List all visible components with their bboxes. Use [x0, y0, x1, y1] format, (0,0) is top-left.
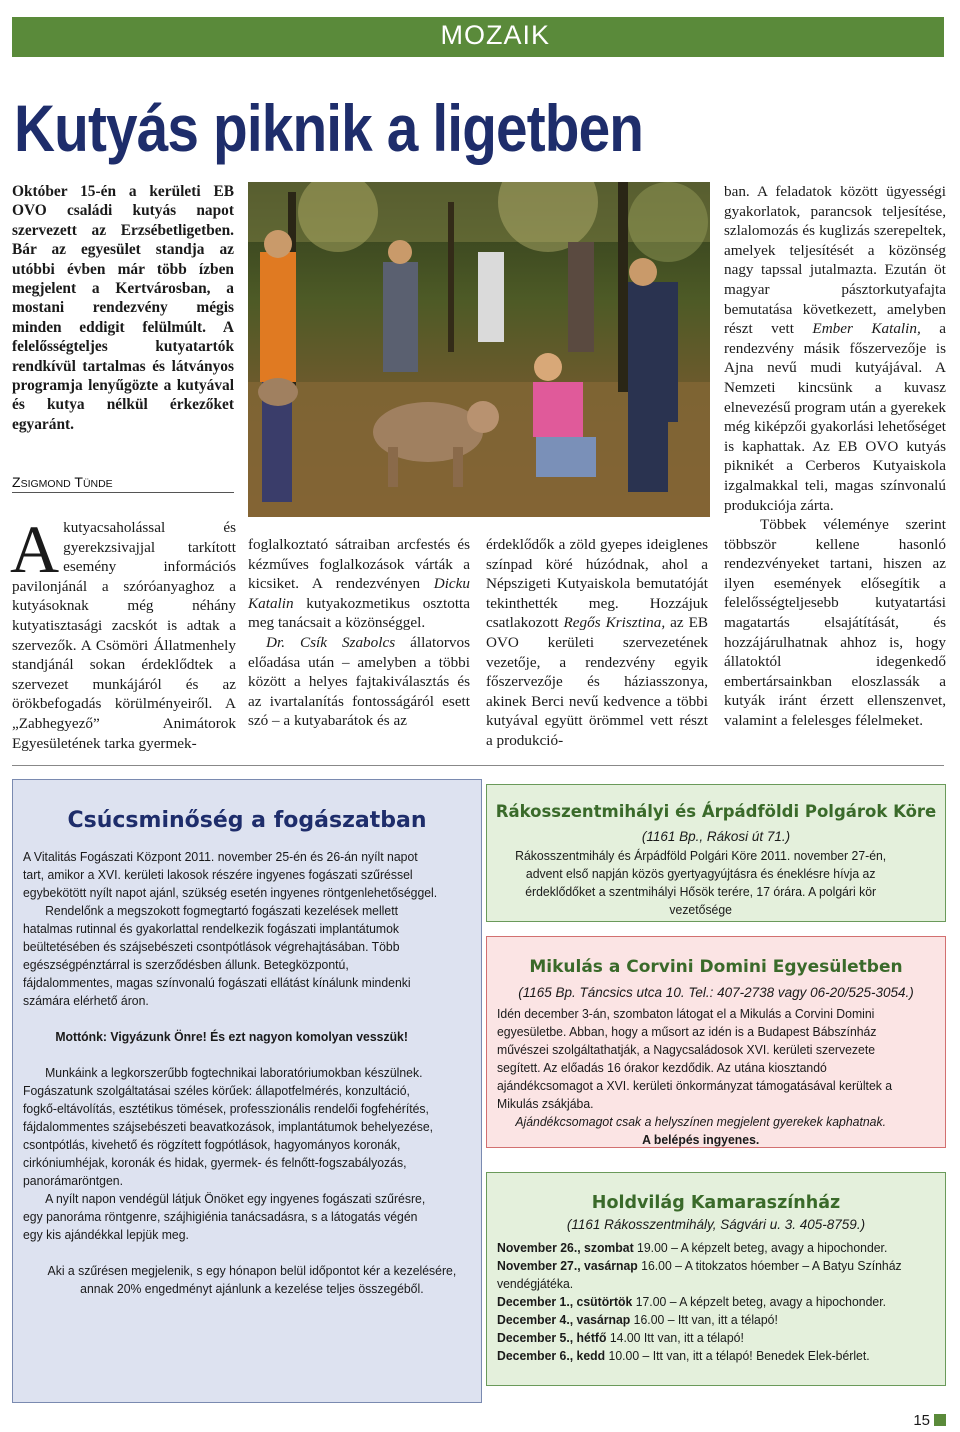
schedule-item: December 4., vasárnap 16.00 – Itt van, itt a télapó!: [497, 1312, 778, 1327]
person-name: Dr. Csík Szabolcs: [266, 633, 396, 651]
polgar-body: [497, 847, 907, 919]
theater-title: Holdvilág Kamaraszínház: [591, 1193, 841, 1213]
mikulas-text: Idén december 3-án, szombaton látogat el a Mikulás a Corvini Domini egyesületbe. Abban, hogy a műsort az idén is a Budapest Bábszínház művészei szolgáltathatják, a Nagycsaládosok XVI. kerületi szervezete segített. Az előadás 16 órakor kezdődik. Az utána kiosztandó ajándékcsomagot a XVI. kerületi önkormányzat támogatásával kerültek a Mikulás zsákjába.: [497, 1006, 893, 1111]
article-column-3: [486, 535, 708, 751]
dental-ad-body: [23, 848, 457, 1298]
person-name: Ember Katalin,: [812, 320, 921, 338]
dental-paragraph: A Vitalitás Fogászati Központ 2011. november 25-én és 26-án nyílt napot tart, amikor a XVI. kerületi lakosok részére ingyenes fogászati szűréssel egybekötött nyílt napot ajánl, szükség esetén ingyenes röntgenlehetőséggel.: [23, 849, 438, 900]
article-text: a rendezvény másik főszervezője is Ajna nevű mudi kutyájával. A Nemzeti kincsünk a kuvasz elnevezésű program után a gyerekek még kiképzői gyakorlási lehetőséget is kaphattak. Az EB OVO kutyás piknikét a Cerberos Kutyaiskola izgalmakkal teli, magas színvonalú produkciója zárta.: [724, 320, 946, 514]
schedule-item: November 27., vasárnap 16.00 – A titokzatos hóember – A Batyu Színház vendégjátéka.: [497, 1258, 902, 1291]
section-divider: [12, 765, 944, 766]
person-name: Dicku Katalin: [248, 575, 470, 612]
article-text: kutyacsaholással és gyerekzsivajjal tarkított esemény információs pavilonjánál a szóróanyaghoz a kutyásoknak még néhány kutyatisztasági zacskót is adtak a szervezők. A Csömöri Állatmenhely standjánál sokan érdeklődtek a szervezet munkájáról és az örökbefogadás körülményeiről. A „Zabhegyező” Animátorok Egyesületének tarka gyermek-: [12, 519, 236, 752]
schedule-item: December 6., kedd 10.00 – Itt van, itt a télapó! Benedek Elek-bérlet.: [497, 1348, 870, 1363]
article-column-4: [724, 182, 946, 731]
author-divider: [12, 492, 234, 493]
theater-program-box: [486, 1172, 946, 1386]
dental-motto: Mottónk: Vigyázunk Önre! És ezt nagyon komolyan vesszük!: [55, 1029, 408, 1044]
polgar-notice-box: [486, 784, 946, 922]
article-lead: Október 15-én a kerületi EB OVO családi kutyás napot szervezett az Erzsébetligetben. Bár az egyesület standja az utóbbi évben már több ízben megjelent a Kertvárosban, a mostani rendezvény mégis minden eddigit felülmúlt. A felelősségteljes kutyatartók rendkívül tartalmas és látványos programja lenyűgözte a kutyával és kutya nélkül érkezőket egyaránt.: [12, 183, 234, 433]
mikulas-free-entry: A belépés ingyenes.: [642, 1132, 760, 1147]
theater-address: (1161 Rákosszentmihály, Ságvári u. 3. 405-8759.): [566, 1217, 866, 1232]
article-text: kutyakozmetikus osztotta meg tanácsait a közönséggel.: [248, 594, 470, 632]
article-text: az EB OVO kerületi szervezetének vezetője, a rendezvény egyik főszervezője és háziasszonya, akinek Berci nevű kedvence a többi kutyával együtt örömmel vett részt a produkció-: [486, 614, 708, 749]
dental-ad-title: Csúcsminőség a fogászatban: [67, 808, 427, 833]
mikulas-notice-box: [486, 936, 946, 1148]
theater-schedule: [497, 1239, 907, 1365]
article-column-1: [10, 511, 236, 753]
mikulas-address: (1165 Bp. Táncsics utca 10. Tel.: 407-2738 vagy 06-20/525-3054.): [518, 985, 914, 1000]
dental-ad-box: [12, 779, 482, 1403]
article-column-2: [248, 535, 470, 731]
page-marker: [934, 1414, 946, 1426]
article-photo: [248, 182, 710, 517]
mikulas-body: [497, 1005, 907, 1149]
section-label: MOZAIK: [440, 20, 550, 50]
dental-offer: Aki a szűrésen megjelenik, s egy hónapon belül időpontot kér a kezelésére, annak 20% engedményt ajánlunk a kezelése teljes összegéből.: [47, 1263, 457, 1296]
dental-paragraph: Rendelőnk a megszokott fogmegtartó fogászati kezelések mellett hatalmas rutinnal és gyakorlattal rendelkezik fogászati implantátumok beültetésében és szájsebészeti csontpótlások végrehajtásában. Több egészségpénztárral is szerződésben állunk. Betegközpontú, fájdalommentes, magas színvonalú fogászati ellátást kínálunk mindenki számára elérhető áron.: [23, 903, 411, 1008]
person-name: Regős Krisztina,: [563, 614, 666, 632]
schedule-item: November 26., szombat 19.00 – A képzelt beteg, avagy a hipochonder.: [497, 1240, 888, 1255]
schedule-item: December 5., hétfő 14.00 Itt van, itt a télapó!: [497, 1330, 744, 1345]
article-text: állatorvos előadása után – amelyben a többi között a helyes fajtakiválasztás és az ivartalanítás fontosságáról esett szó – a kutyabarátok és az: [248, 633, 470, 730]
article-text: ban. A feladatok között ügyességi gyakorlatok, parancsok teljesítése, szlalomozás és kuglizás szerepeltek, amelyek teljesítését a közönség nagy tapssal jutalmazta. Ezután öt magyar pásztorkutyafajta bemutatása következett, amelyben részt vett: [724, 183, 946, 338]
article-text: foglalkoztató sátraiban arcfestés és kézműves foglalkozások várták a kicsiket. A rendezvényen: [248, 536, 470, 593]
polgar-text: Rákosszentmihály és Árpádföld Polgári Köre 2011. november 27-én, advent első napján közös gyertyagyújtásra és éneklésre hívja az érdeklődőket a szentmihályi Hősök terére, 17 órára. A polgári kör vezetősége: [515, 848, 887, 917]
dental-paragraph: Munkáink a legkorszerűbb fogtechnikai laboratóriumokban készülnek. Fogászatunk szolgáltatásai széles körűek: állapotfelmérés, konzultáció, fogkő-eltávolítás, esztétikus tömések, professzionális rendelői fogfehérítés, fájdalommentes szájsebészeti beavatkozások, implantátumok behelyezése, csontpótlás, kivehető és rögzített fogpótlások, hagyományos koronák, cirkóniumhéjak, koronák és hidak, gyermek- és felnőtt-fogszabályozás, panorámaröntgen.: [23, 1065, 434, 1188]
article-text: érdeklődők a zöld gyepes ideiglenes színpad köré húzódnak, ahol a Népszigeti Kutyaiskola bemutatóját tekinthették meg. Hozzájuk csatlakozott: [486, 536, 708, 632]
schedule-item: December 1., csütörtök 17.00 – A képzelt beteg, avagy a hipochonder.: [497, 1294, 887, 1309]
article-text: Többek véleménye szerint többször kellene hasonló rendezvényeket tartani, hiszen az ilyen események elősegítik a felelősségteljesebb kutyatartási magatartás elsajátítását, és hozzájárulhatnak ahhoz is, hogy állatoktól idegenkedő embertársainkban eloszlassák a kutyák iránt érzett ellenszenvet, valamint a felelesges félelmeket.: [724, 516, 946, 730]
mikulas-note: Ajándékcsomagot csak a helyszínen megjelent gyerekek kaphatnak.: [515, 1114, 886, 1129]
article-title: Kutyás piknik a ligetben: [14, 91, 644, 165]
page-number: 15: [913, 1412, 930, 1429]
dental-paragraph: A nyílt napon vendégül látjuk Önöket egy ingyenes fogászati szűrésre, egy panoráma röntgenre, szájhigiénia tanácsadásra, s a látogatás végén egy kis ajándékkal lepjük meg.: [23, 1191, 426, 1242]
drop-cap: A: [10, 511, 60, 587]
mikulas-title: Mikulás a Corvini Domini Egyesületben: [529, 957, 903, 977]
article-author: ZSIGMOND TÜNDE: [12, 474, 113, 490]
polgar-title: Rákosszentmihályi és Árpádföldi Polgárok Köre: [495, 802, 937, 821]
polgar-address: (1161 Bp., Rákosi út 71.): [641, 829, 791, 844]
